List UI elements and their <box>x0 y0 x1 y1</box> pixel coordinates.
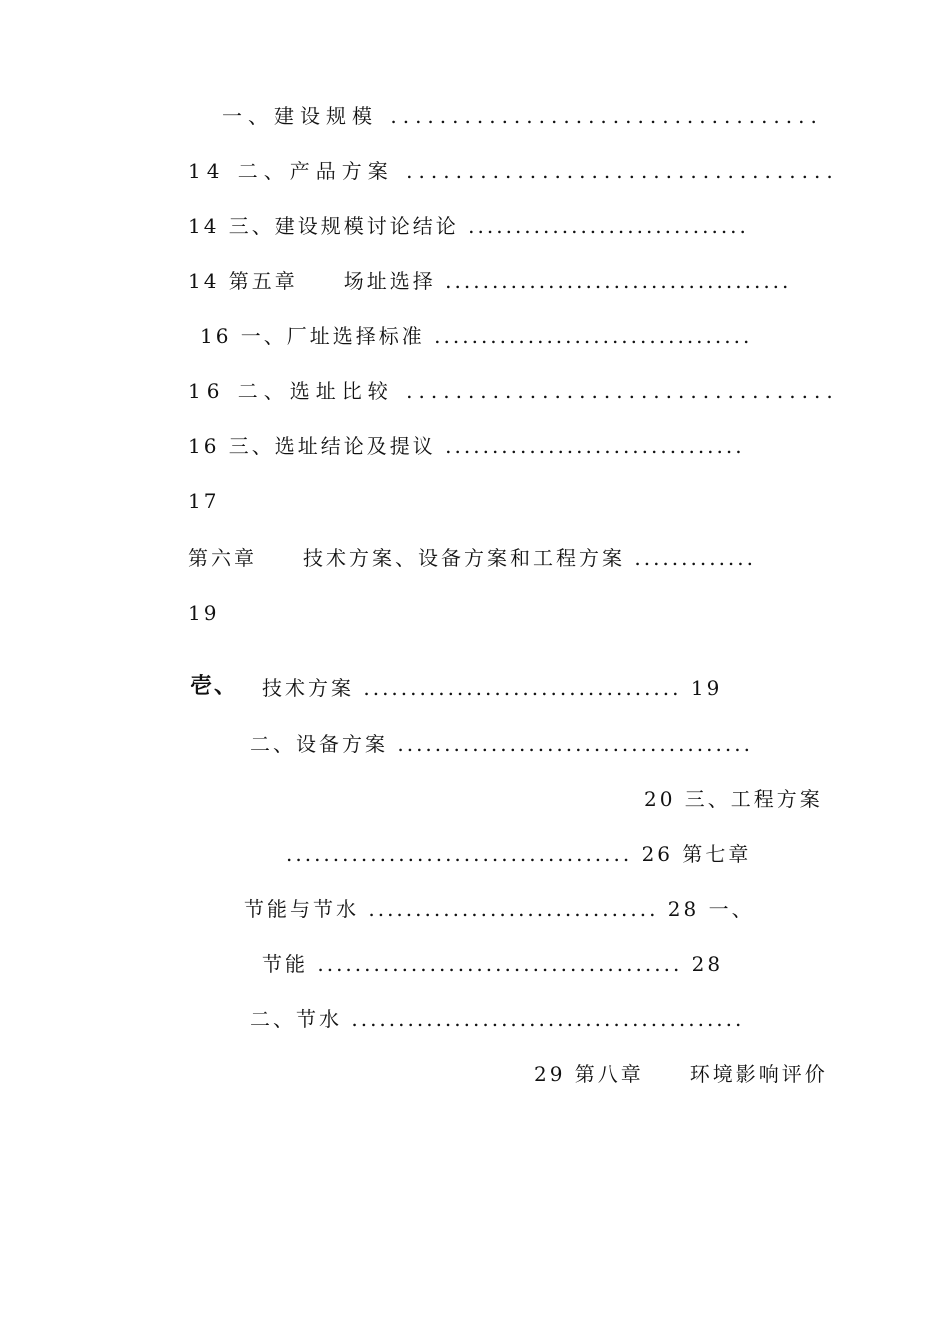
toc-line-16: 节能 ....................................... 28 <box>262 952 724 976</box>
toc-line-17: 二、节水 .......................................... <box>250 1007 745 1031</box>
toc-line-5: 16 一、厂址选择标准 .................................. <box>200 324 753 348</box>
toc-line-15: 节能与节水 ............................... 28 一、 <box>244 897 755 921</box>
toc-line-3: 14 三、建设规模讨论结论 .............................. <box>188 214 749 238</box>
toc-line-6: 16 二、选址比较 ................................... <box>188 379 839 403</box>
toc-line-4: 14 第五章 场址选择 ..................................... <box>188 269 792 293</box>
toc-line-8: 17 <box>188 489 220 513</box>
toc-line-14: ..................................... 26 第七章 <box>286 842 752 866</box>
ornament-numeral: 壱、 <box>190 674 239 699</box>
toc-line-9: 第六章 技术方案、设备方案和工程方案 ............. <box>188 546 757 570</box>
toc-line-18: 29 第八章 环境影响评价 <box>534 1062 828 1086</box>
toc-line-10: 19 <box>188 601 220 625</box>
toc-line-1: 一、建设规模 ................................... <box>222 104 823 128</box>
toc-line-7: 16 三、选址结论及提议 ................................ <box>188 434 745 458</box>
toc-line-2: 14 二、产品方案 ................................... <box>188 159 839 183</box>
toc-line-13: 20 三、工程方案 <box>644 787 823 811</box>
toc-line-11: 技术方案 .................................. 19 <box>262 676 723 700</box>
toc-line-12: 二、设备方案 ...................................... <box>250 732 753 756</box>
